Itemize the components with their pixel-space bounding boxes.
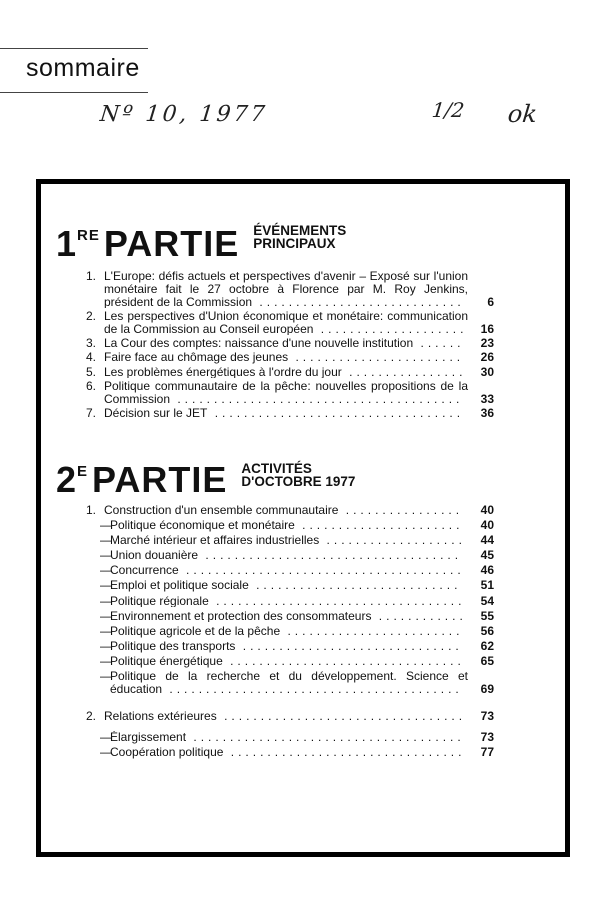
dot-leader: .............................. [235, 639, 463, 653]
toc-entry-title: Élargissement ..................................... [110, 731, 465, 744]
toc-page-number: 36 [480, 405, 494, 420]
toc-dash: — [100, 653, 112, 668]
toc-entry-number: 2. [86, 708, 97, 723]
part1-suffix: RE [77, 227, 100, 244]
toc-dash: — [100, 593, 112, 608]
toc-entry-title: Politique économique et monétaire ...................... [110, 519, 464, 532]
toc-entry [86, 335, 494, 350]
part2-word: PARTIE [92, 459, 228, 500]
toc-dash: — [100, 533, 112, 548]
toc-entry-title: Marché intérieur et affaires industrielles ................... [110, 534, 466, 547]
part2-heading [56, 459, 356, 500]
dot-leader: ................... [319, 534, 466, 547]
toc-entry-number: 5. [86, 364, 97, 379]
toc-entry-title: Politique de la recherche et du développement. Science et éducation ........................................ [110, 670, 468, 696]
dot-leader: ............................ [252, 294, 465, 309]
part1-number [56, 223, 240, 264]
dot-leader: ....................... [288, 351, 465, 365]
toc-entry-number: 4. [86, 350, 97, 365]
toc-entry [86, 364, 494, 379]
toc-page-number: 73 [480, 730, 494, 745]
toc-entry-title: Politique agricole et de la pêche ........................ [110, 624, 464, 638]
toc-entry [86, 503, 494, 517]
toc-subentry [86, 669, 494, 696]
toc-entry-title: L'Europe: défis actuels et perspectives d'avenir – Exposé sur l'union monétaire fait le 27 octobre à Florence par M. Roy Jenkins, président de la Commission ............................ [104, 270, 468, 309]
part2-subtitle-line1: ACTIVITÉS [241, 461, 312, 476]
part1-subtitle-line1: ÉVÉNEMENTS [253, 223, 347, 238]
toc-subentry [86, 518, 494, 533]
dot-leader: ................ [338, 504, 464, 517]
toc-entry-title: Politique communautaire de la pêche: nouvelles propositions de la Commission ....................................... [104, 379, 468, 406]
dot-leader: ........................................ [162, 681, 463, 696]
dot-leader: ............................ [248, 579, 462, 593]
toc-entry-number: 6. [86, 378, 97, 393]
toc-entry [86, 708, 494, 723]
toc-subentry [86, 653, 494, 668]
toc-page-number: 23 [480, 335, 494, 350]
toc-subentry [86, 608, 494, 623]
dot-leader: ..................................... [186, 731, 465, 744]
toc-entry [86, 269, 494, 309]
toc-entry [86, 308, 494, 336]
toc-entry [86, 378, 494, 406]
toc-entry-title: Les problèmes énergétiques à l'ordre du jour ................ [104, 365, 467, 379]
toc-page-number: 46 [480, 563, 494, 578]
toc-subentry [86, 563, 494, 578]
page-title: sommaire [26, 54, 140, 82]
dot-leader: ................................ [222, 654, 465, 668]
toc-page-number: 26 [480, 350, 494, 365]
toc-dash: — [100, 608, 112, 623]
toc-entry-title: Politique des transports .............................. [110, 639, 463, 653]
top-rule [0, 48, 148, 49]
toc-page-number: 62 [480, 638, 494, 653]
handwritten-ok-mark: ok [506, 100, 539, 128]
toc-entry-title: La Cour des comptes: naissance d'une nouvelle institution ...... [104, 336, 465, 350]
toc-page-number: 51 [480, 578, 494, 593]
handwritten-issue-note: Nº 10, 1977 [98, 102, 269, 127]
dot-leader: ...... [413, 336, 465, 350]
toc-entry-title: Faire face au chômage des jeunes ....................... [104, 351, 465, 365]
dot-leader: ............ [371, 609, 467, 623]
toc-entry-number: 1. [86, 503, 97, 517]
part1-subtitle [253, 224, 346, 250]
toc-page-number: 16 [480, 321, 494, 336]
dot-leader: ................................... [198, 549, 463, 563]
toc-dash: — [100, 669, 112, 684]
dot-leader: ........................ [280, 624, 464, 638]
toc-entry [86, 405, 494, 420]
toc-page-number: 73 [480, 708, 494, 723]
toc-subentry [86, 533, 494, 548]
part2-number [56, 459, 228, 500]
toc-entry-title: Décision sur le JET .................................. [104, 406, 465, 420]
toc-dash: — [100, 730, 112, 745]
dot-leader: ...................................... [178, 564, 465, 578]
title-underline [0, 92, 148, 93]
toc-dash: — [100, 518, 112, 533]
toc-page-number: 40 [480, 503, 494, 517]
toc-page-number: 30 [480, 364, 494, 379]
dot-leader: ...................... [294, 519, 464, 532]
toc-entry-title: Environnement et protection des consommateurs ............ [110, 609, 467, 623]
toc-entry-number: 3. [86, 335, 97, 350]
part1-heading [56, 223, 347, 264]
dot-leader: ................ [341, 365, 467, 379]
toc-dash: — [100, 638, 112, 653]
toc-page-number: 45 [480, 548, 494, 563]
part1-word: PARTIE [103, 223, 240, 264]
section-gap [86, 698, 490, 710]
part1-subtitle-line2: PRINCIPAUX [253, 236, 336, 251]
toc-page-number: 40 [480, 518, 494, 533]
toc-entry-title: Les perspectives d'Union économique et monétaire: communication de la Commission au Conseil européen .................... [104, 309, 468, 336]
toc-subentry [86, 593, 494, 608]
toc-entry-title: Concurrence ...................................... [110, 564, 465, 578]
toc-entry-title: Politique énergétique ................................ [110, 654, 465, 668]
dot-leader: ....................................... [170, 391, 464, 406]
toc-dash: — [100, 578, 112, 593]
dot-leader: .................................. [207, 406, 465, 420]
toc-page-number: 77 [480, 745, 494, 760]
toc-subentry [86, 548, 494, 563]
toc-entry-title: Emploi et politique sociale ............................ [110, 579, 462, 593]
handwritten-page-note: 1/2 [430, 98, 466, 122]
dot-leader: .................... [313, 321, 468, 336]
toc-entry-number: 1. [86, 269, 97, 283]
toc-entry-number: 7. [86, 405, 97, 420]
toc-entry-title: Union douanière ................................... [110, 549, 463, 563]
toc-entry-title: Politique régionale .................................. [110, 594, 466, 608]
toc-page-number: 69 [480, 681, 494, 696]
toc-entry-number: 2. [86, 308, 97, 323]
dot-leader: ................................ [223, 746, 466, 759]
part1-toc [86, 269, 494, 421]
toc-page-number: 56 [480, 623, 494, 638]
toc-page-number: 44 [480, 533, 494, 548]
toc-subentry [86, 730, 494, 745]
toc-entry-title: Relations extérieures ................................. [104, 709, 467, 723]
toc-entry-title: Coopération politique ................................ [110, 746, 466, 759]
toc-subentry [86, 745, 494, 760]
toc-subentry [86, 638, 494, 653]
part2-subtitle-line2: D'OCTOBRE 1977 [241, 474, 356, 489]
toc-dash: — [100, 548, 112, 563]
toc-page-number: 55 [480, 608, 494, 623]
toc-page-number: 6 [487, 294, 494, 309]
part2-suffix: E [77, 463, 89, 480]
part2-digit: 2 [56, 459, 78, 500]
dot-leader: .................................. [208, 594, 466, 608]
part2-subtitle [241, 462, 355, 488]
toc-subentry [86, 578, 494, 593]
toc-dash: — [100, 623, 112, 638]
toc-page-number: 54 [480, 593, 494, 608]
toc-page-number: 33 [480, 391, 494, 406]
toc-dash: — [100, 563, 112, 578]
toc-page-number: 65 [480, 653, 494, 668]
toc-subentry [86, 623, 494, 638]
part1-digit: 1 [56, 223, 78, 264]
toc-entry-title: Construction d'un ensemble communautaire ................ [104, 504, 464, 517]
part2-toc [86, 503, 494, 761]
dot-leader: ................................. [216, 709, 467, 723]
toc-dash: — [100, 745, 112, 760]
toc-entry [86, 350, 494, 365]
